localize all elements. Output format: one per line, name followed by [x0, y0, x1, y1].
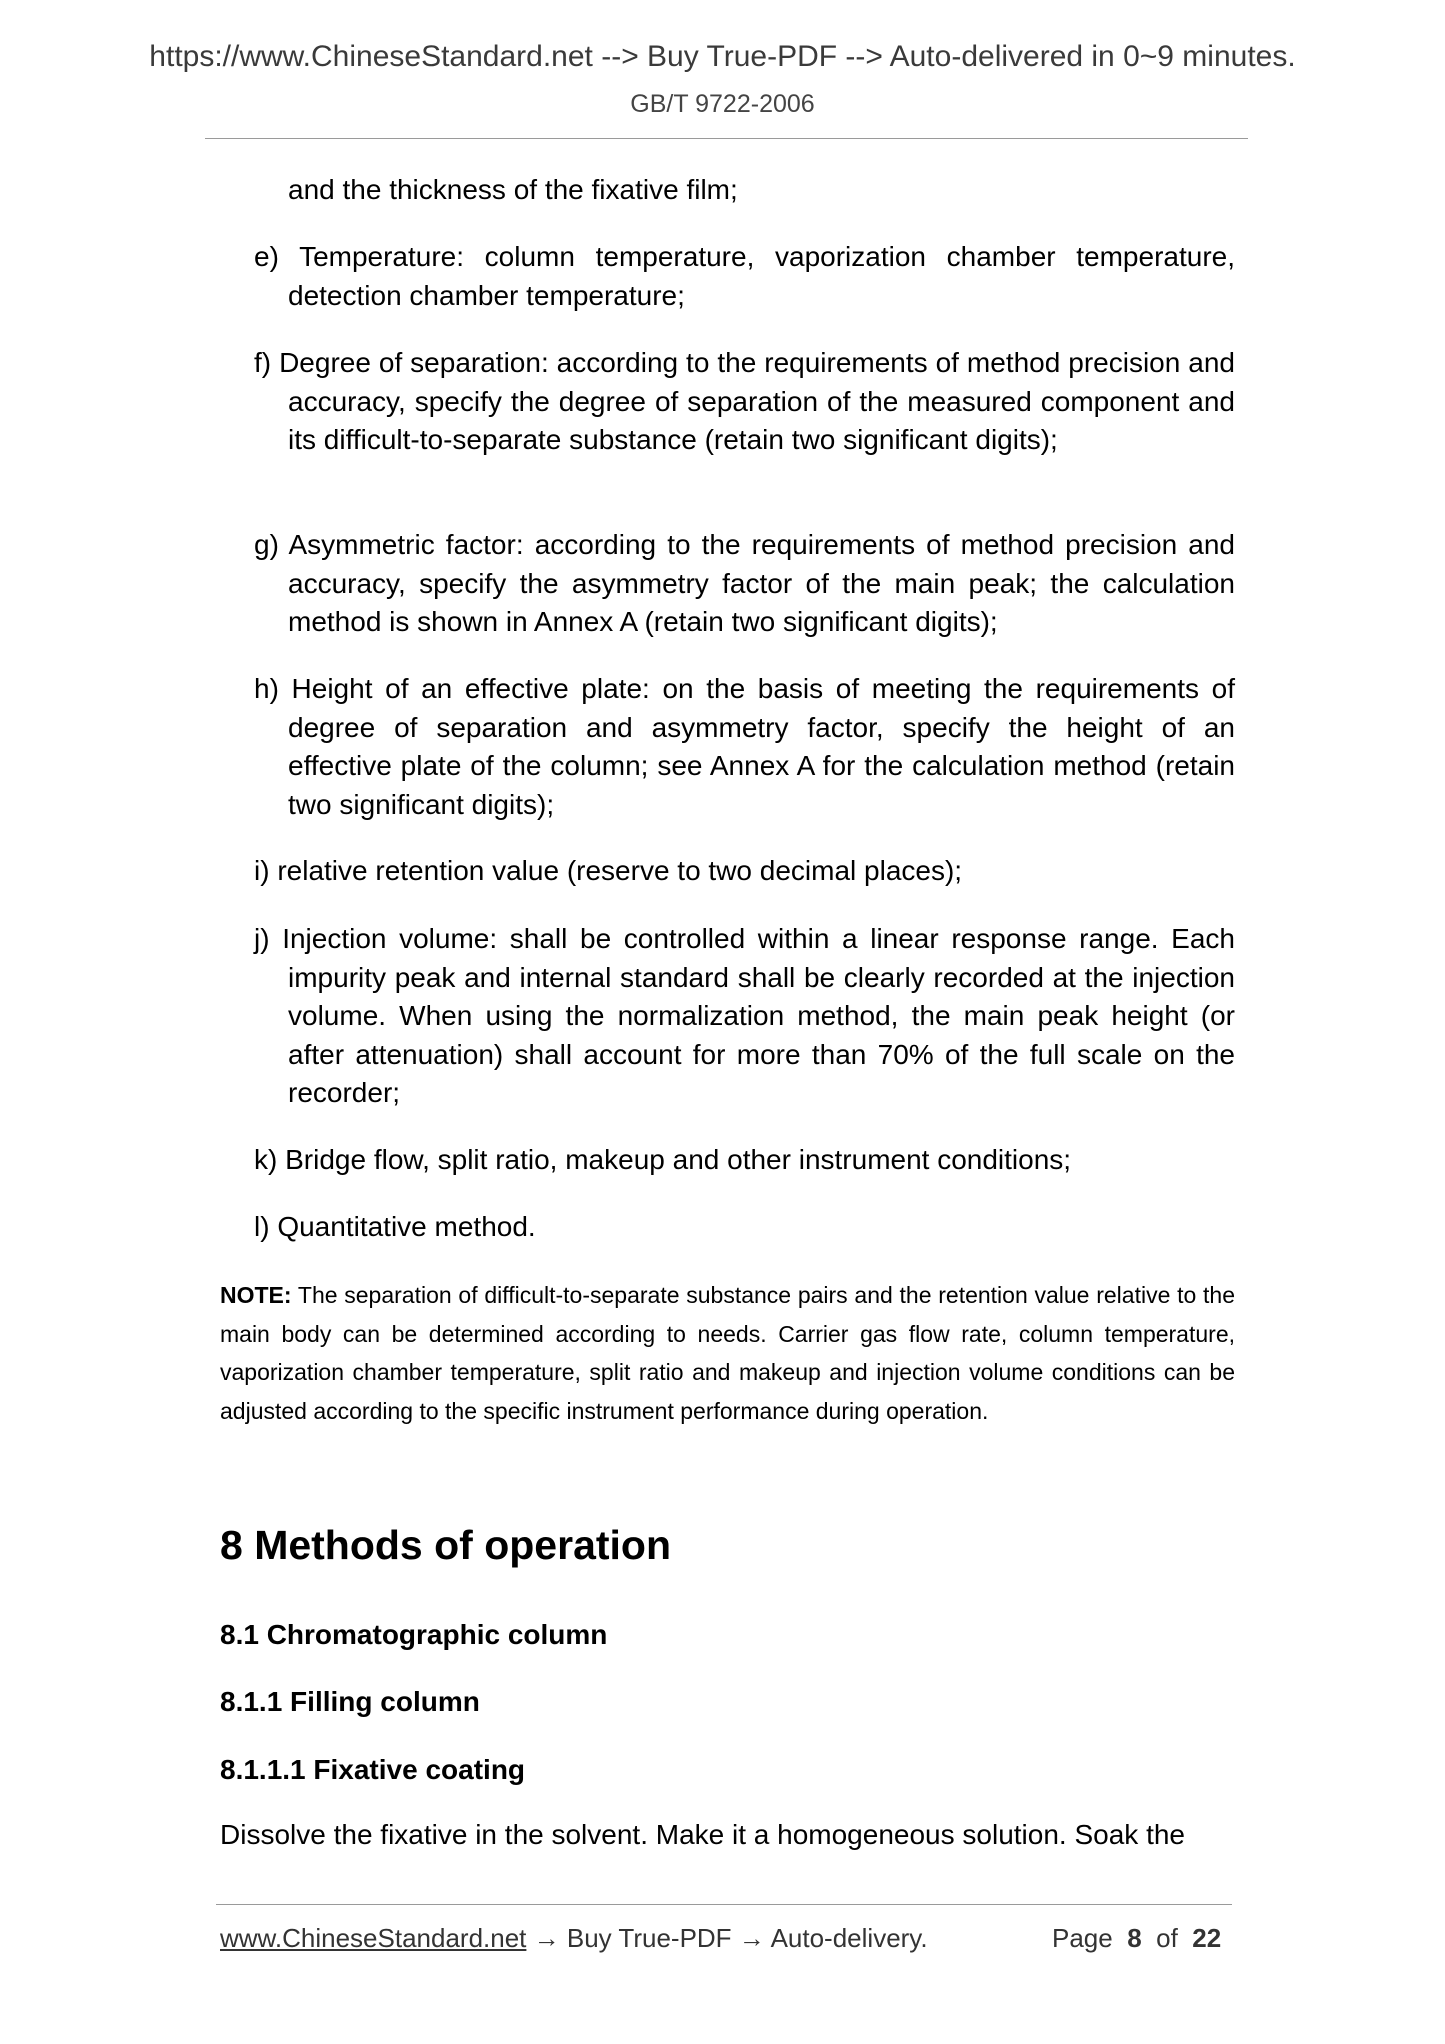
page-of: of [1156, 1923, 1178, 1953]
header-url-line: https://www.ChineseStandard.net --> Buy True-PDF --> Auto-delivered in 0~9 minutes. [149, 40, 1296, 73]
footer-left [220, 1923, 928, 1954]
subsection-heading-8-1-1: 8.1.1 Filling column [220, 1686, 480, 1717]
note-text: The separation of difficult-to-separate substance pairs and the retention value relative to the main body can be determined according to needs. Carrier gas flow rate, column temperature, vaporization chamber temperature, split ratio and makeup and injection volume conditions can be adjusted according to the specific instrument performance during operation. [220, 1282, 1235, 1424]
subsection-heading-8-1: 8.1 Chromatographic column [220, 1619, 608, 1650]
body-paragraph: Dissolve the fixative in the solvent. Make it a homogeneous solution. Soak the [220, 1819, 1185, 1850]
page-total: 22 [1192, 1923, 1222, 1953]
list-item-f [254, 344, 1235, 460]
list-item-i [254, 852, 1235, 891]
list-item-text: Bridge flow, split ratio, makeup and other instrument conditions; [285, 1144, 1072, 1175]
list-item-label: h) [254, 673, 279, 704]
list-item-label: f) [254, 347, 272, 378]
list-item-label: k) [254, 1144, 278, 1175]
list-item-e [254, 238, 1235, 315]
list-item-text: Temperature: column temperature, vaporization chamber temperature, detection chamber temperature; [288, 241, 1235, 311]
list-item-label: i) [254, 855, 270, 886]
header-divider [205, 138, 1248, 139]
list-item-label: g) [254, 529, 279, 560]
footer-site-link[interactable]: www.ChineseStandard.net [220, 1923, 527, 1953]
list-item-text: relative retention value (reserve to two decimal places); [277, 855, 963, 886]
list-item-label: j) [254, 923, 270, 954]
page-number [1052, 1923, 1221, 1954]
list-item-k [254, 1141, 1235, 1180]
list-item-text: Degree of separation: according to the requirements of method precision and accuracy, specify the degree of separation of the measured component and its difficult-to-separate substance (retain two significant digits); [279, 347, 1236, 455]
list-item-h [254, 670, 1235, 824]
section-heading: 8 Methods of operation [220, 1522, 671, 1568]
list-item-label: e) [254, 241, 279, 272]
continuation-line: and the thickness of the fixative film; [288, 174, 738, 205]
page-word: Page [1052, 1923, 1113, 1953]
list-item-j [254, 920, 1235, 1113]
page-current: 8 [1127, 1923, 1142, 1953]
list-item-text: Injection volume: shall be controlled within a linear response range. Each impurity peak and internal standard shall be clearly recorded at the injection volume. When using the normalization method, the main peak height (or after attenuation) shall account for more than 70% of the full scale on the recorder; [282, 923, 1235, 1108]
list-item-g [254, 526, 1235, 642]
standard-code: GB/T 9722-2006 [630, 90, 815, 118]
list-item-text: Quantitative method. [277, 1211, 536, 1242]
list-item-text: Asymmetric factor: according to the requirements of method precision and accuracy, specify the asymmetry factor of the main peak; the calculation method is shown in Annex A (retain two significant digits); [288, 529, 1235, 637]
list-item-label: l) [254, 1211, 270, 1242]
footer-divider [216, 1904, 1232, 1905]
list-item-l [254, 1208, 1235, 1247]
subsection-heading-8-1-1-1: 8.1.1.1 Fixative coating [220, 1754, 526, 1785]
note-label: NOTE: [220, 1282, 292, 1308]
note-block [220, 1276, 1235, 1430]
list-item-text: Height of an effective plate: on the basis of meeting the requirements of degree of separation and asymmetry factor, specify the height of an effective plate of the column; see Annex A for the calculation method (retain two significant digits); [288, 673, 1235, 820]
footer-tagline: → Buy True-PDF → Auto-delivery. [526, 1923, 928, 1953]
